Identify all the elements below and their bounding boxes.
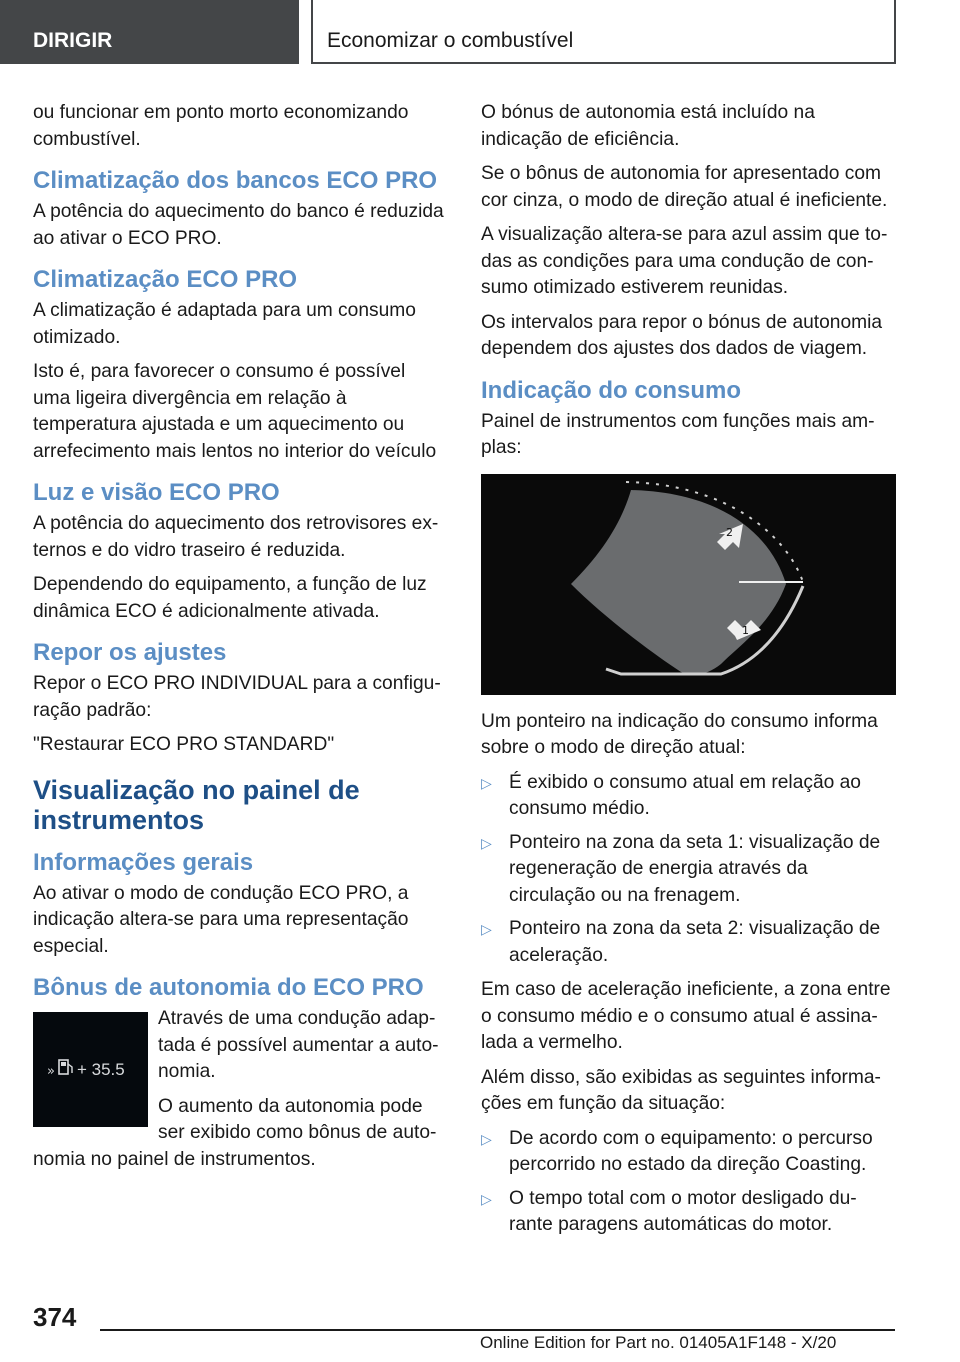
heading-consumption-display: Indicação do consumo <box>481 376 742 404</box>
paragraph-range-bonus-2: O aumento da autonomia pode ser exibido como bônus de autonomia no painel de instrumentos. <box>33 1095 437 1170</box>
paragraph-efficiency: O bónus de autonomia está incluído na indicação de eficiência. <box>481 102 815 150</box>
heading-light-vision: Luz e visão ECO PRO <box>33 479 280 506</box>
heading-seat-climate: Climatização dos bancos ECO PRO <box>33 167 438 194</box>
arrow-1-label: 1 <box>742 623 749 637</box>
footer-divider <box>100 1329 895 1331</box>
paragraph-general-info: Ao ativar o modo de condução ECO PRO, a indicação altera-se para uma representação especial. <box>33 882 409 957</box>
heading-range-bonus: Bônus de autonomia do ECO PRO <box>33 974 424 1001</box>
heading-general-info: Informações gerais <box>33 848 254 876</box>
list-item: ▷ É exibido o consumo atual em relação ao consumo médio. <box>481 771 861 819</box>
list-item: ▷ Ponteiro na zona da seta 1: visualização de regeneração de energia através da circulação ou na frenagem. <box>481 831 881 906</box>
footer-edition: Online Edition for Part no. 01405A1F148 - X/20 <box>480 1333 837 1352</box>
range-bonus-image <box>33 1012 148 1127</box>
pointer-list <box>481 770 894 970</box>
paragraph-pointer: Um ponteiro na indicação do consumo informa sobre o modo de direção atual: <box>481 710 878 758</box>
intro-paragraph: ou funcionar em ponto morto economizando combustível. <box>33 102 409 150</box>
heading-instrument-display: Visualização no painel de instrumentos <box>33 774 360 835</box>
arrow-2-label: 2 <box>726 525 733 539</box>
list-item: ▷ O tempo total com o motor desligado durante paragens automáticas do motor. <box>481 1187 857 1235</box>
consumption-gauge-image <box>481 474 896 695</box>
paragraph-seat-climate: A potência do aquecimento do banco é reduzida ao ativar o ECO PRO. <box>33 201 444 249</box>
bullet-icon: ▷ <box>481 774 492 791</box>
list-item: ▷ De acordo com o equipamento: o percurso percorrido no estado da direção Coasting. <box>481 1127 873 1175</box>
paragraph-reset-1: Repor o ECO PRO INDIVIDUAL para a configuração padrão: <box>33 673 441 721</box>
page-number: 374 <box>33 1302 77 1332</box>
paragraph-range-bonus-1: Através de uma condução adaptada é possível aumentar a autonomia. <box>158 1008 439 1082</box>
bullet-icon: ▷ <box>481 1190 492 1207</box>
paragraph-eco-climate-2: Isto é, para favorecer o consumo é possível uma ligeira divergência em relação à temperatura ajustada e um aquecimento ou arrefecimento mais lentos no interior do veículo <box>33 361 437 462</box>
paragraph-light-vision-2: Dependendo do equipamento, a função de luz dinâmica ECO é adicionalmente ativada. <box>33 574 427 622</box>
paragraph-inefficient: Em caso de aceleração ineficiente, a zona entre o consumo médio e o consumo atual é assinalada a vermelho. <box>481 979 891 1053</box>
paragraph-reset-intervals: Os intervalos para repor o bónus de autonomia dependem dos ajustes dos dados de viagem. <box>481 311 883 359</box>
paragraph-additional: Além disso, são exibidas as seguintes informações em função da situação: <box>481 1066 881 1114</box>
bullet-icon: ▷ <box>481 921 492 937</box>
paragraph-reset-2: "Restaurar ECO PRO STANDARD" <box>33 734 335 755</box>
bullet-icon: ▷ <box>481 1130 492 1147</box>
section-tab: DIRIGIR <box>0 0 299 64</box>
paragraph-grey-bonus: Se o bônus de autonomia for apresentado com cor cinza, o modo de direção atual é ineficiente. <box>481 163 888 211</box>
paragraph-light-vision-1: A potência do aquecimento dos retrovisores externos e do vidro traseiro é reduzida. <box>33 513 439 561</box>
paragraph-instrument-panel: Painel de instrumentos com funções mais amplas: <box>481 410 875 458</box>
heading-eco-climate: Climatização ECO PRO <box>33 266 298 293</box>
list-item: ▷ Ponteiro na zona da seta 2: visualização de aceleração. <box>481 918 881 966</box>
consumption-gauge-graphic <box>481 474 896 695</box>
svg-text:»: » <box>47 1064 55 1079</box>
paragraph-eco-climate-1: A climatização é adaptada para um consumo otimizado. <box>33 300 416 348</box>
right-column <box>481 100 894 1247</box>
heading-reset: Repor os ajustes <box>33 639 227 666</box>
left-column <box>33 100 446 1181</box>
page-header <box>0 0 960 66</box>
range-bonus-value: + 35.5 <box>77 1060 125 1079</box>
bullet-icon: ▷ <box>481 834 492 851</box>
paragraph-blue-display: A visualização altera-se para azul assim que todas as condições para uma condução de consumo otimizado estiverem reunidas. <box>481 224 888 298</box>
info-list <box>481 1126 894 1239</box>
chapter-title: Economizar o combustível <box>311 0 896 64</box>
